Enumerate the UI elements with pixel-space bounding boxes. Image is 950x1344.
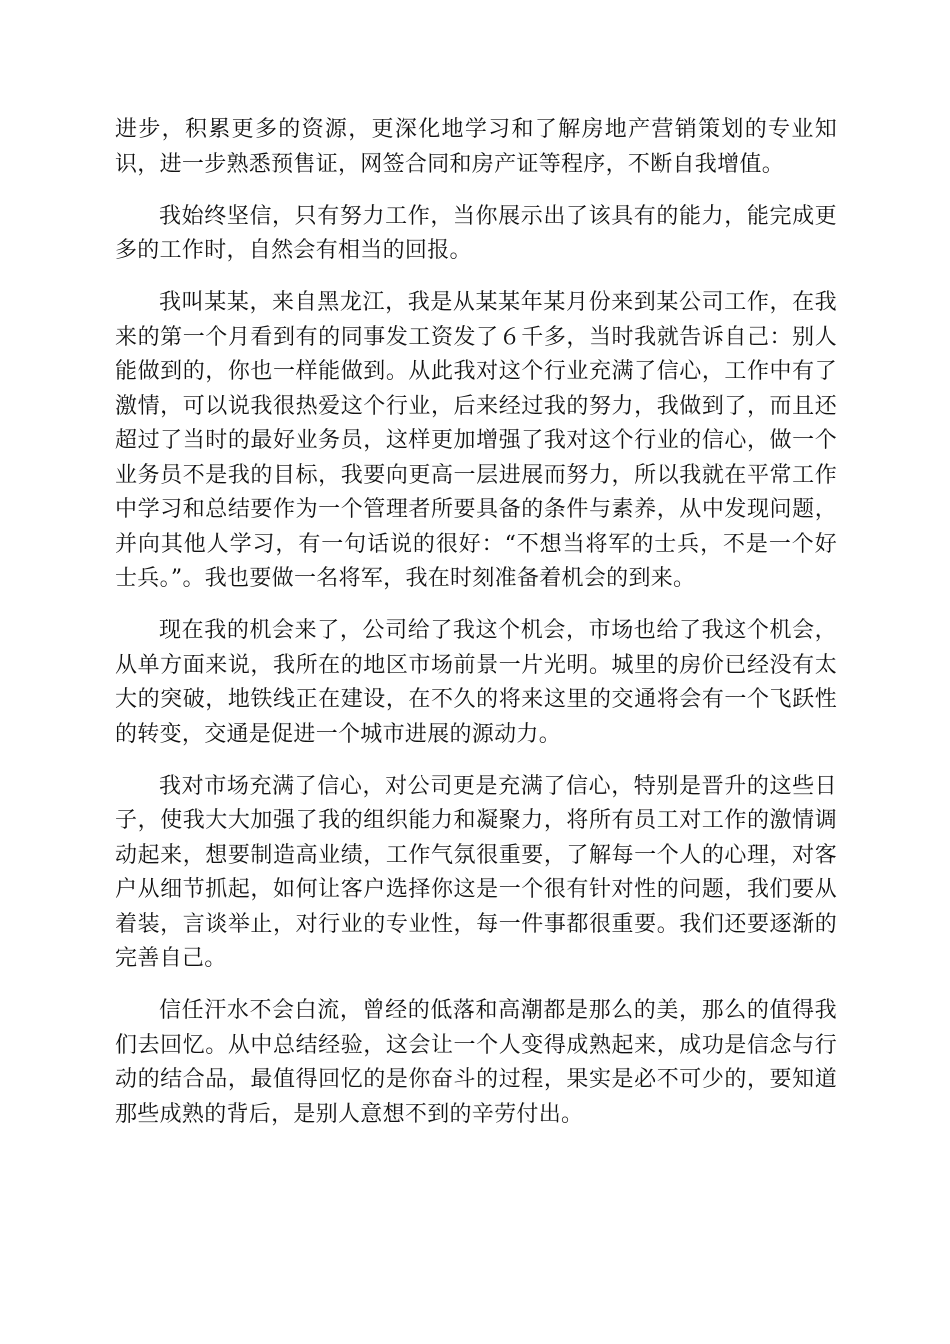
- paragraph: 我叫某某，来自黑龙江，我是从某某年某月份来到某公司工作，在我来的第一个月看到有的同事发工资发了６千多，当时我就告诉自己：别人能做到的，你也一样能做到。从此我对这个行业充满了信心，工作中有了激情，可以说我很热爱这个行业，后来经过我的努力，我做到了，而且还超过了当时的最好业务员，这样更加增强了我对这个行业的信心，做一个业务员不是我的目标，我要向更高一层进展而努力，所以我就在平常工作中学习和总结要作为一个管理者所要具备的条件与素养，从中发现问题，并向其他人学习，有一句话说的很好：“不想当将军的士兵，不是一个好士兵。”。我也要做一名将军，我在时刻准备着机会的到来。: [115, 290, 837, 591]
- paragraph: 我始终坚信，只有努力工作，当你展示出了该具有的能力，能完成更多的工作时，自然会有相当的回报。: [115, 203, 837, 263]
- paragraph: 信任汗水不会白流，曾经的低落和高潮都是那么的美，那么的值得我们去回忆。从中总结经验，这会让一个人变得成熟起来，成功是信念与行动的结合品，最值得回忆的是你奋斗的过程，果实是必不可少的，要知道那些成熟的背后，是别人意想不到的辛劳付出。: [115, 998, 837, 1127]
- document-body: [115, 113, 837, 1150]
- paragraph: 现在我的机会来了，公司给了我这个机会，市场也给了我这个机会，从单方面来说，我所在的地区市场前景一片光明。城里的房价已经没有太大的突破，地铁线正在建设，在不久的将来这里的交通将会有一个飞跃性的转变，交通是促进一个城市进展的源动力。: [115, 618, 837, 747]
- paragraph-continuation: 进步，积累更多的资源，更深化地学习和了解房地产营销策划的专业知识，进一步熟悉预售证，网签合同和房产证等程序，不断自我增值。: [115, 117, 837, 177]
- paragraph: 我对市场充满了信心，对公司更是充满了信心，特别是晋升的这些日子，使我大大加强了我的组织能力和凝聚力，将所有员工对工作的激情调动起来，想要制造高业绩，工作气氛很重要，了解每一个人的心理，对客户从细节抓起，如何让客户选择你这是一个很有针对性的问题，我们要从着装，言谈举止，对行业的专业性，每一件事都很重要。我们还要逐渐的完善自己。: [115, 773, 837, 971]
